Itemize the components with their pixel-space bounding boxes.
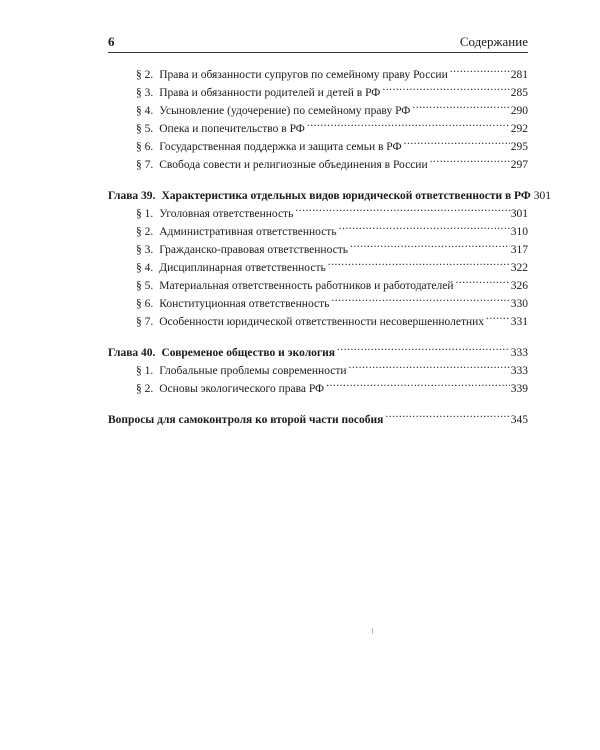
page-number: 6: [108, 34, 115, 49]
leader-dots: [349, 356, 510, 374]
toc-entry-number: § 7.: [136, 159, 154, 171]
toc-entry-number: § 1.: [136, 365, 154, 377]
header-rule: [108, 52, 528, 53]
leader-dots: [339, 217, 510, 235]
leader-dots: [307, 114, 510, 132]
leader-dots: [412, 96, 509, 114]
toc-entry-page: 326: [510, 280, 528, 292]
toc-entry-title: Конституционная ответственность: [159, 298, 330, 310]
toc-entry-page: 339: [510, 383, 528, 395]
toc-entry-title: Свобода совести и религиозные объединения в России: [159, 159, 428, 171]
toc-chapter-page: 333: [510, 347, 528, 359]
leader-dots: [430, 150, 510, 168]
toc-entry-number: § 6.: [136, 298, 154, 310]
leader-dots: [350, 235, 510, 253]
leader-dots: [382, 78, 509, 96]
toc-entry-page: 297: [510, 159, 528, 171]
toc-entry-page: 295: [510, 141, 528, 153]
toc-entry-number: § 2.: [136, 69, 154, 81]
toc-entry-page: 317: [510, 244, 528, 256]
toc-entry-title: Дисциплинарная ответственность: [159, 262, 326, 274]
toc-entry-title: Особенности юридической ответственности несовершеннолетних: [159, 316, 485, 328]
toc-entry-number: § 2.: [136, 226, 154, 238]
toc-chapter-39[interactable]: [108, 181, 552, 202]
toc-entry-number: § 6.: [136, 141, 154, 153]
toc-review-title: Вопросы для самоконтроля ко второй части пособия: [108, 414, 384, 426]
toc-entry-number: § 2.: [136, 383, 154, 395]
toc-entry-title: Права и обязанности родителей и детей в РФ: [159, 87, 381, 99]
toc-entry-number: § 1.: [136, 208, 154, 220]
leader-dots: [385, 405, 509, 423]
toc-entry-number: § 3.: [136, 87, 154, 99]
leader-dots: [326, 374, 510, 392]
toc-chapter-title: Характеристика отдельных видов юридической ответственности в РФ: [161, 190, 531, 202]
toc-entry-title: Усыновление (удочерение) по семейному праву РФ: [159, 105, 411, 117]
toc-entry-page: 301: [510, 208, 528, 220]
toc-review-questions[interactable]: [108, 405, 528, 426]
leader-dots: [328, 253, 510, 271]
toc-entry-title: Административная ответственность: [159, 226, 337, 238]
leader-dots: [404, 132, 510, 150]
running-head: Содержание: [459, 34, 528, 49]
leader-dots: [331, 289, 509, 307]
leader-dots: [337, 338, 510, 356]
toc-entry-title: Гражданско-правовая ответственность: [159, 244, 349, 256]
toc-entry-title: Государственная поддержка и защита семьи в РФ: [159, 141, 402, 153]
toc-entry-title: Материальная ответственность работников и работодателей: [159, 280, 454, 292]
toc-entry-page: 290: [510, 105, 528, 117]
leader-dots: [295, 199, 509, 217]
toc-entry-number: § 4.: [136, 105, 154, 117]
toc-entry-page: 333: [510, 365, 528, 377]
toc-entry-number: § 3.: [136, 244, 154, 256]
toc-review-page: 345: [510, 414, 528, 426]
toc-chapter-number: Глава 40.: [108, 347, 156, 359]
toc-entry-page: 281: [510, 69, 528, 81]
toc-entry-title: Уголовная ответственность: [159, 208, 294, 220]
toc-entry-title: Опека и попечительство в РФ: [159, 123, 305, 135]
toc-entry-page: 330: [510, 298, 528, 310]
toc-entry-number: § 4.: [136, 262, 154, 274]
toc-entry-number: § 5.: [136, 280, 154, 292]
toc-entry-page: 331: [510, 316, 528, 328]
toc-entry-page: 310: [510, 226, 528, 238]
table-of-contents: [108, 60, 552, 426]
toc-entry-number: § 7.: [136, 316, 154, 328]
toc-chapter-page: 301: [533, 190, 552, 202]
toc-entry-title: Права и обязанности супругов по семейному праву России: [159, 69, 448, 81]
leader-dots: [450, 60, 510, 78]
scan-mark: [372, 628, 373, 634]
toc-entry-page: 322: [510, 262, 528, 274]
toc-entry[interactable]: [108, 60, 528, 81]
toc-entry-title: Основы экологического права РФ: [159, 383, 325, 395]
toc-entry-page: 292: [510, 123, 528, 135]
leader-dots: [455, 271, 509, 289]
toc-entry-title: Глобальные проблемы современности: [159, 365, 347, 377]
toc-chapter-title: Современое общество и экология: [161, 347, 335, 359]
toc-entry-number: § 5.: [136, 123, 154, 135]
leader-dots: [486, 307, 510, 325]
toc-entry-page: 285: [510, 87, 528, 99]
toc-chapter-number: Глава 39.: [108, 190, 156, 202]
toc-chapter-40[interactable]: [108, 338, 528, 359]
